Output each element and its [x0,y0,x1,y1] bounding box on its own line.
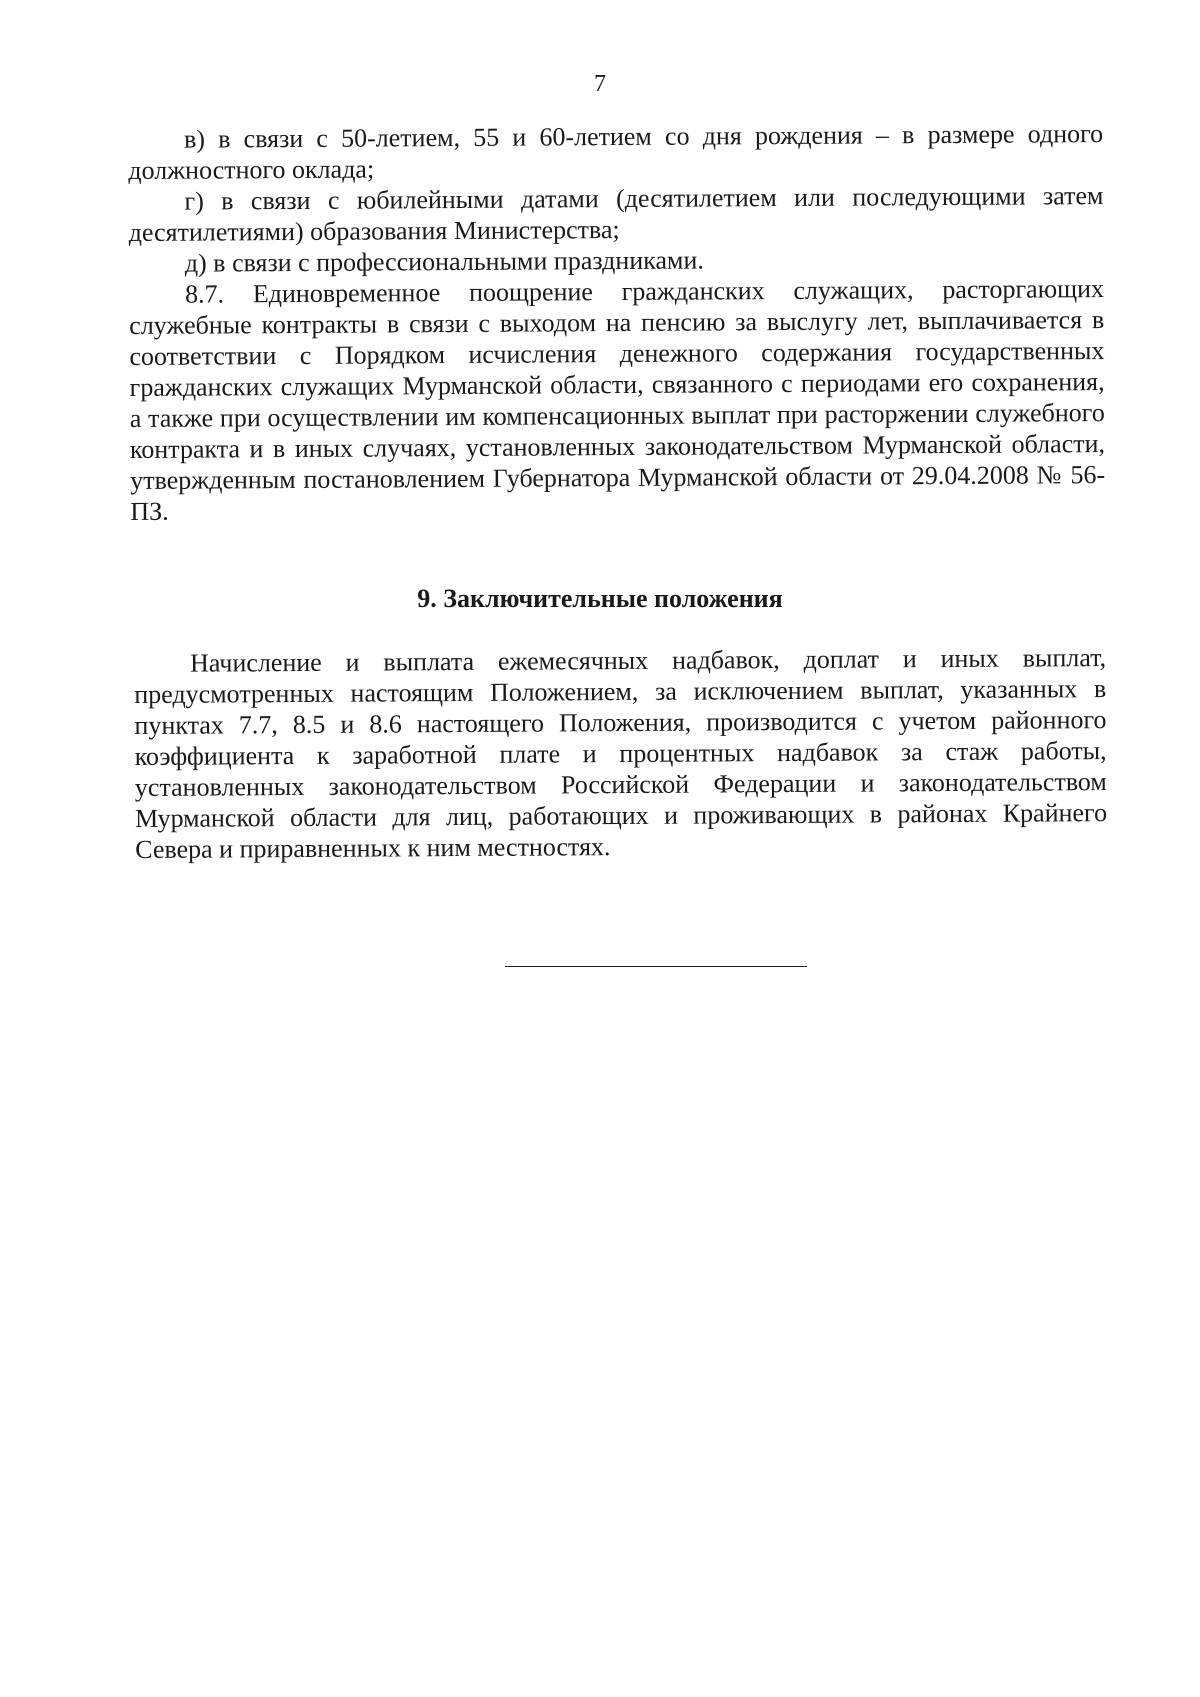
section-heading: 9. Заключительные положения [417,584,783,613]
paragraph-item-v: в) в связи с 50-летием, 55 и 60-летием со дня рождения – в размере одного должностного оклада; [128,119,1104,185]
paragraph-final-provisions: Начисление и выплата ежемесячных надбавок, доплат и иных выплат, предусмотренных настоящим Положением, за исключением выплат, указанных в пунктах 7.7, 8.5 и 8.6 настоящего Положения, производится с учетом районного коэффициента к заработной плате и процентных надбавок за стаж работы, установленных законодательством Российской Федерации и законодательством Мурманской области для лиц, работающих и проживающих в районах Крайнего Севера и приравненных к ним местностях. [134,643,1108,864]
end-divider-line [505,966,807,967]
page-number: 7 [594,71,606,97]
text-block-bottom [134,642,1107,865]
paragraph-item-d: д) в связи с профессиональными праздниками. [184,245,704,278]
paragraph-clause-8-7: 8.7. Единовременное поощрение гражданских служащих, расторгающих служебные контракты в связи с выходом на пенсию за выслугу лет, выплачивается в соответствии с Порядком исчисления денежного содержания государственных гражданских служащих Мурманской области, связанного с периодами его сохранения, а также при осуществлении им компенсационных выплат при расторжении служебного контракта и в иных случаях, установленных законодательством Мурманской области, утвержденным постановлением Губернатора Мурманской области от 29.04.2008 № 56-ПЗ. [129,274,1106,526]
paragraph-item-g: г) в связи с юбилейными датами (десятилетием или последующими затем десятилетиями) образования Министерства; [128,181,1104,247]
text-block-top [128,118,1105,527]
